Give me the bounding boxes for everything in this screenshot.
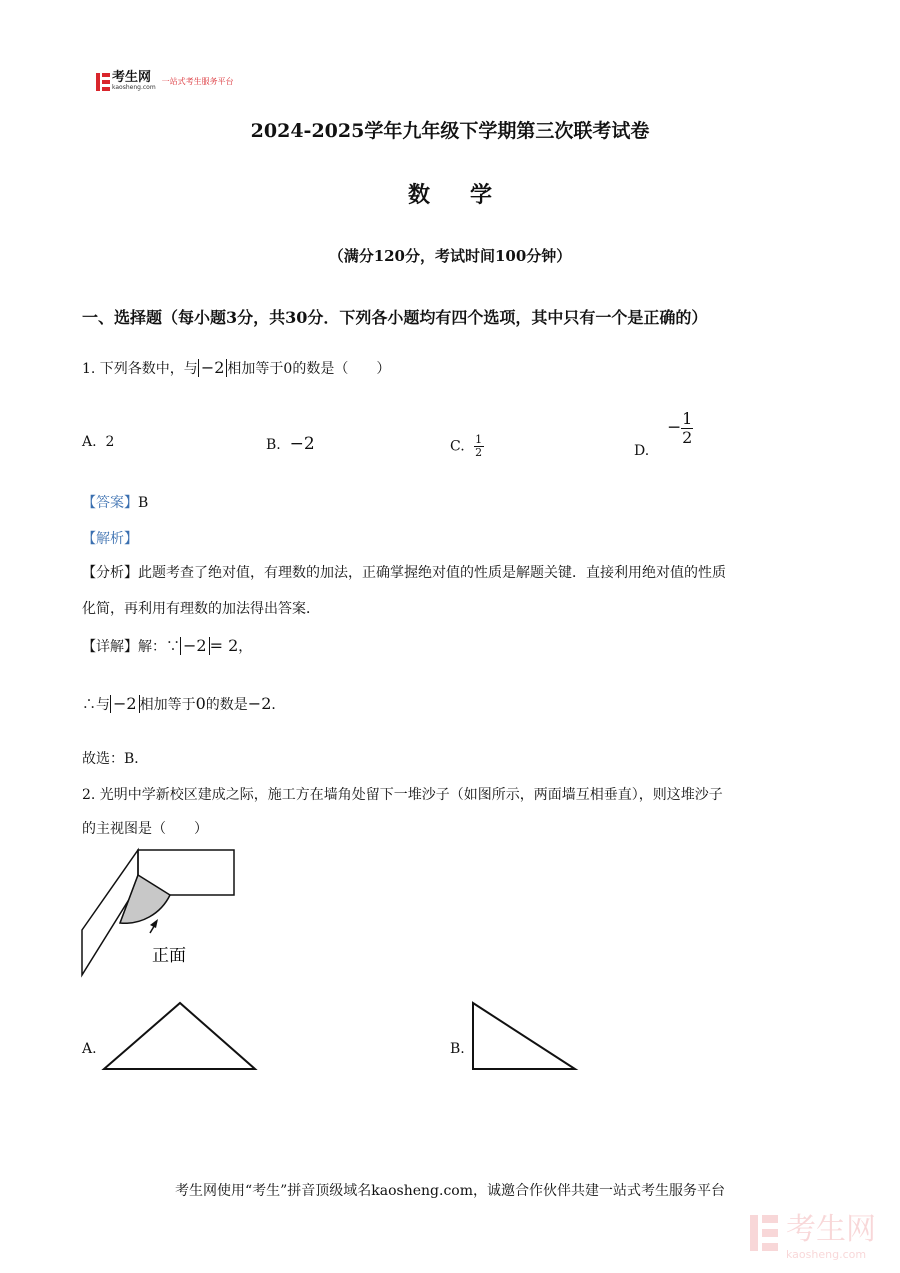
option-b-label: B.	[266, 437, 281, 453]
frac-num: 1	[682, 409, 693, 428]
site-logo	[96, 72, 234, 91]
sand-pile	[120, 875, 170, 923]
option-c-label: C.	[450, 438, 465, 455]
choose-line: 故选：B．	[82, 751, 149, 767]
option-b	[266, 434, 315, 454]
fenxi-tag: 【分析】	[82, 565, 138, 581]
q1-post: 相加等于0的数是（ ）	[227, 361, 391, 377]
question-2-line-1: 2. 光明中学新校区建成之际，施工方在墙角处留下一堆沙子（如图所示，两面墙互相垂直），则这堆沙子	[82, 787, 723, 803]
detail-pre: 解：∵	[138, 639, 180, 655]
detail-eq: = 2	[209, 636, 239, 655]
front-label: 正面	[152, 946, 186, 966]
therefore-mid1: 相加等于	[139, 697, 196, 713]
footer-text: 考生网使用“考生”拼音顶级域名kaosheng.com，诚邀合作伙伴共建一站式考生服务平台	[174, 1183, 726, 1199]
right-triangle-shape	[473, 1003, 575, 1069]
therefore-mid2: 的数是	[205, 697, 248, 713]
option-d-sign: −	[667, 417, 682, 438]
therefore-line	[82, 694, 285, 714]
analysis-tag: 【解析】	[82, 531, 138, 547]
detail-abs: −2	[180, 637, 210, 655]
fenxi-text-1: 此题考查了绝对值，有理数的加法，正确掌握绝对值的性质是解题关键．直接利用绝对值的性质	[138, 565, 726, 581]
option-c-fraction	[474, 434, 484, 459]
option-a	[82, 434, 114, 450]
option-b-value: −2	[289, 434, 315, 454]
logo-name: 考生网	[112, 70, 152, 85]
q2-option-a-label: A.	[82, 1041, 97, 1057]
therefore-zero: 0	[195, 694, 206, 713]
answer-value: B	[138, 495, 149, 511]
watermark-sub: kaosheng.com	[786, 1248, 867, 1261]
subject-title: 数学	[407, 182, 532, 208]
triangle-shape	[104, 1003, 255, 1069]
exam-title: 2024-2025学年九年级下学期第三次联考试卷	[250, 120, 650, 142]
question-1-stem	[82, 358, 390, 378]
therefore-abs: −2	[110, 695, 140, 713]
sand-pile-figure	[80, 845, 240, 985]
watermark-icon	[750, 1215, 778, 1251]
watermark-text: 考生网	[786, 1212, 876, 1247]
logo-domain: kaosheng.com	[112, 84, 156, 91]
option-d-label: D.	[634, 442, 650, 459]
therefore-pre: ∴与	[82, 697, 110, 713]
exam-info: （满分120分，考试时间100分钟）	[328, 247, 572, 265]
fenxi-line-2: 化简，再利用有理数的加法得出答案．	[82, 601, 320, 617]
therefore-end: ．	[271, 697, 286, 713]
frac-den: 2	[682, 428, 693, 447]
arrow-icon	[150, 919, 158, 928]
answer-tag: 【答案】	[82, 495, 138, 511]
frac-num: 1	[475, 433, 483, 446]
option-d-fraction	[681, 410, 693, 447]
watermark	[750, 1204, 876, 1261]
q1-pre: 1. 下列各数中，与	[82, 361, 198, 377]
logo-slogan: 一站式考生服务平台	[161, 77, 234, 86]
therefore-value: −2	[247, 694, 272, 713]
detail-comma: ，	[238, 639, 253, 655]
q2-option-a-figure	[100, 1000, 260, 1072]
option-a-label: A.	[82, 434, 97, 450]
detail-line	[82, 636, 252, 656]
detail-tag: 【详解】	[82, 639, 138, 655]
q2-option-b-label: B.	[450, 1041, 465, 1057]
fenxi-line-1	[82, 562, 726, 582]
option-d	[634, 409, 693, 459]
section-heading: 一、选择题（每小题3分，共30分．下列各小题均有四个选项，其中只有一个是正确的）	[82, 308, 708, 327]
frac-den: 2	[475, 446, 483, 459]
option-c	[450, 434, 484, 459]
option-a-value: 2	[105, 434, 115, 450]
q2-option-b-figure	[470, 1000, 580, 1072]
answer-line	[82, 492, 148, 512]
question-2-line-2: 的主视图是（ ）	[82, 821, 208, 837]
logo-icon	[96, 73, 110, 91]
q1-abs: −2	[198, 359, 228, 377]
